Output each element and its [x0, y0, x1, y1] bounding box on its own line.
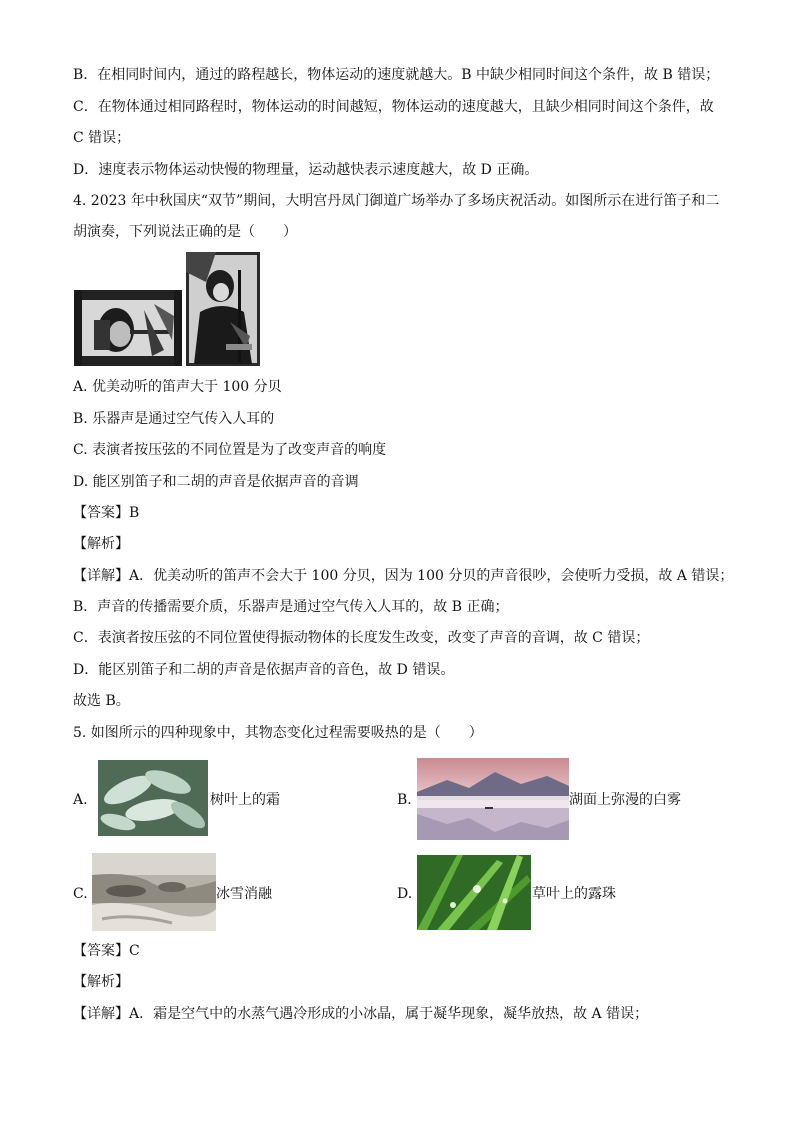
option-5d-letter: D.	[397, 886, 413, 902]
analysis-5-heading: 【解析】	[73, 974, 129, 990]
explanation-4: 【详解】A．优美动听的笛声不会大于 100 分贝，因为 100 分贝的声音很吵，会使听力受损，故 A 错误；	[73, 568, 734, 584]
dew-on-grass-image	[417, 855, 531, 930]
question-5-stem: 5. 如图所示的四种现象中，其物态变化过程需要吸热的是（ ）	[73, 725, 483, 741]
answer-4: 【答案】B	[73, 505, 140, 521]
flute-performer-image	[74, 290, 182, 366]
mist-over-lake-image	[417, 758, 569, 840]
text-line: B．在相同时间内，通过的路程越长，物体运动的速度就越大。B 中缺少相同时间这个条件，故 B 错误；	[73, 67, 720, 83]
option-5b-letter: B.	[397, 792, 412, 808]
text-line: C．在物体通过相同路程时，物体运动的时间越短，物体运动的速度越大，且缺少相同时间这个条件，故	[73, 99, 714, 115]
option-5b-caption: 湖面上弥漫的白雾	[569, 792, 681, 808]
option-4b: B. 乐器声是通过空气传入人耳的	[73, 411, 275, 427]
answer-5: 【答案】C	[73, 943, 140, 959]
erhu-performer-image	[186, 252, 260, 366]
option-4a: A. 优美动听的笛声大于 100 分贝	[73, 379, 282, 395]
option-4d: D. 能区别笛子和二胡的声音是依据声音的音调	[73, 474, 359, 490]
text-line: D．速度表示物体运动快慢的物理量，运动越快表示速度越大，故 D 正确。	[73, 162, 539, 178]
option-4c: C. 表演者按压弦的不同位置是为了改变声音的响度	[73, 442, 387, 458]
option-5c-letter: C.	[73, 886, 88, 902]
option-5c-caption: 冰雪消融	[216, 886, 272, 902]
frost-on-leaves-image	[98, 760, 208, 836]
conclusion-4: 故选 B。	[73, 693, 130, 709]
question-4-stem: 胡演奏，下列说法正确的是（ ）	[73, 224, 297, 240]
explanation-4: B．声音的传播需要介质，乐器声是通过空气传入人耳的，故 B 正确；	[73, 599, 509, 615]
option-5a-letter: A.	[73, 792, 88, 808]
explanation-5: 【详解】A．霜是空气中的水蒸气遇冷形成的小冰晶，属于凝华现象，凝华放热，故 A 错误；	[73, 1006, 649, 1022]
option-5d-caption: 草叶上的露珠	[532, 886, 616, 902]
explanation-4: D．能区别笛子和二胡的声音是依据声音的音色，故 D 错误。	[73, 662, 455, 678]
analysis-4-heading: 【解析】	[73, 536, 129, 552]
question-4-stem: 4. 2023 年中秋国庆“双节”期间，大明宫丹凤门御道广场举办了多场庆祝活动。如图所示在进行笛子和二	[73, 193, 720, 209]
explanation-4: C．表演者按压弦的不同位置使得振动物体的长度发生改变，改变了声音的音调，故 C 错误；	[73, 630, 650, 646]
option-5a-caption: 树叶上的霜	[210, 792, 280, 808]
text-line: C 错误；	[73, 130, 131, 146]
melting-snow-image	[92, 853, 216, 931]
